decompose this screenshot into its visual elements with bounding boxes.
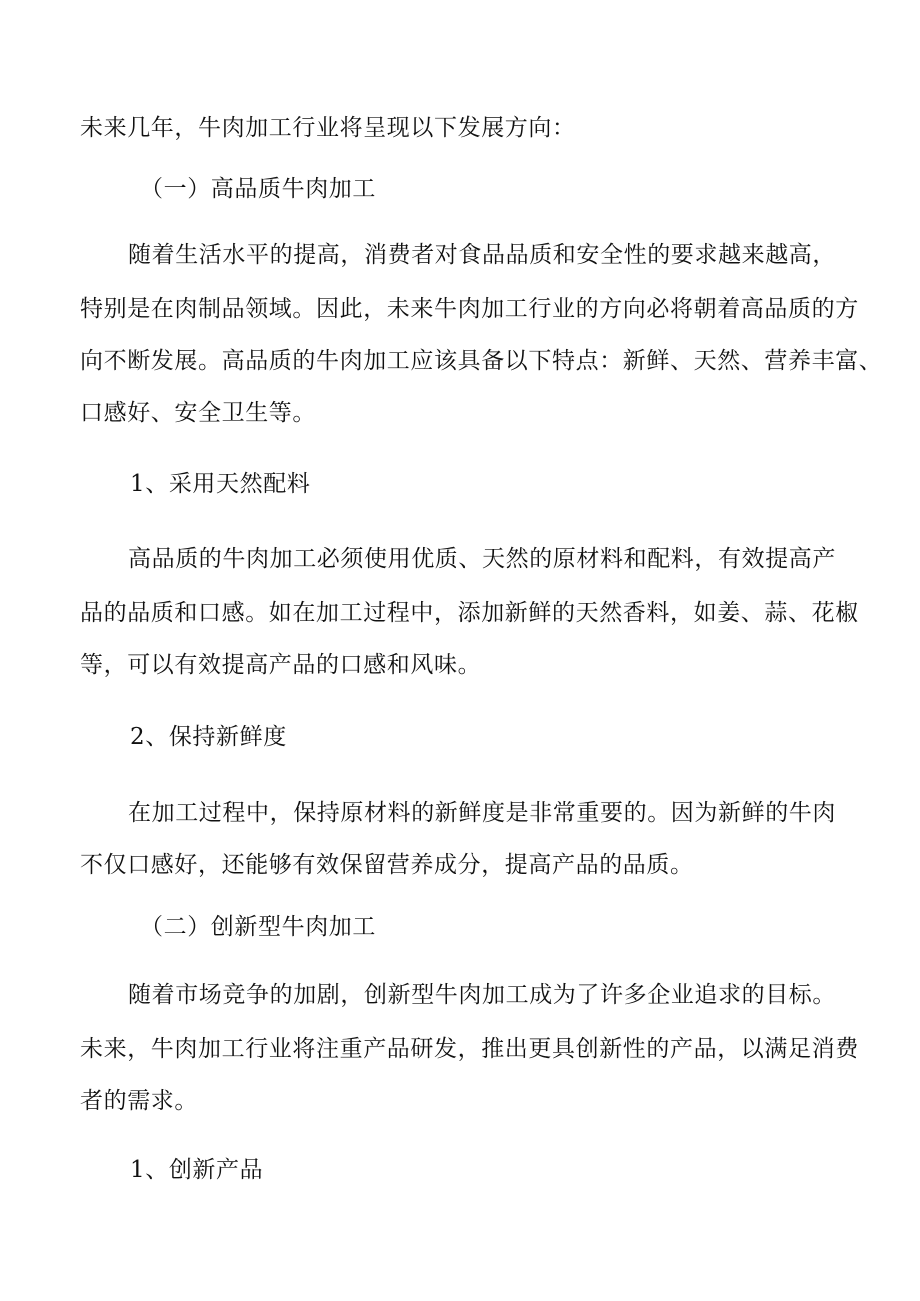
section-heading: （一）高品质牛肉加工 xyxy=(140,176,376,202)
subsection-heading: 2、保持新鲜度 xyxy=(130,724,287,750)
paragraph-line: 向不断发展。高品质的牛肉加工应该具备以下特点：新鲜、天然、营养丰富、 xyxy=(80,348,883,374)
intro-line: 未来几年，牛肉加工行业将呈现以下发展方向： xyxy=(80,115,576,141)
paragraph-line: 在加工过程中，保持原材料的新鲜度是非常重要的。因为新鲜的牛肉 xyxy=(128,800,836,826)
paragraph-line: 随着市场竞争的加剧，创新型牛肉加工成为了许多企业追求的目标。 xyxy=(128,982,836,1008)
paragraph-line: 未来，牛肉加工行业将注重产品研发，推出更具创新性的产品，以满足消费 xyxy=(80,1036,859,1062)
paragraph-line: 品的品质和口感。如在加工过程中，添加新鲜的天然香料，如姜、蒜、花椒 xyxy=(80,600,859,626)
paragraph-line: 随着生活水平的提高，消费者对食品品质和安全性的要求越来越高， xyxy=(128,242,836,268)
paragraph-line: 不仅口感好，还能够有效保留营养成分，提高产品的品质。 xyxy=(80,852,694,878)
paragraph-line: 者的需求。 xyxy=(80,1088,198,1114)
section-heading: （二）创新型牛肉加工 xyxy=(140,914,376,940)
paragraph-line: 特别是在肉制品领域。因此，未来牛肉加工行业的方向必将朝着高品质的方 xyxy=(80,296,859,322)
subsection-heading: 1、采用天然配料 xyxy=(130,471,311,497)
paragraph-line: 高品质的牛肉加工必须使用优质、天然的原材料和配料，有效提高产 xyxy=(128,546,836,572)
paragraph-line: 等，可以有效提高产品的口感和风味。 xyxy=(80,652,482,678)
subsection-heading: 1、创新产品 xyxy=(130,1157,264,1183)
paragraph-line: 口感好、安全卫生等。 xyxy=(80,400,316,426)
